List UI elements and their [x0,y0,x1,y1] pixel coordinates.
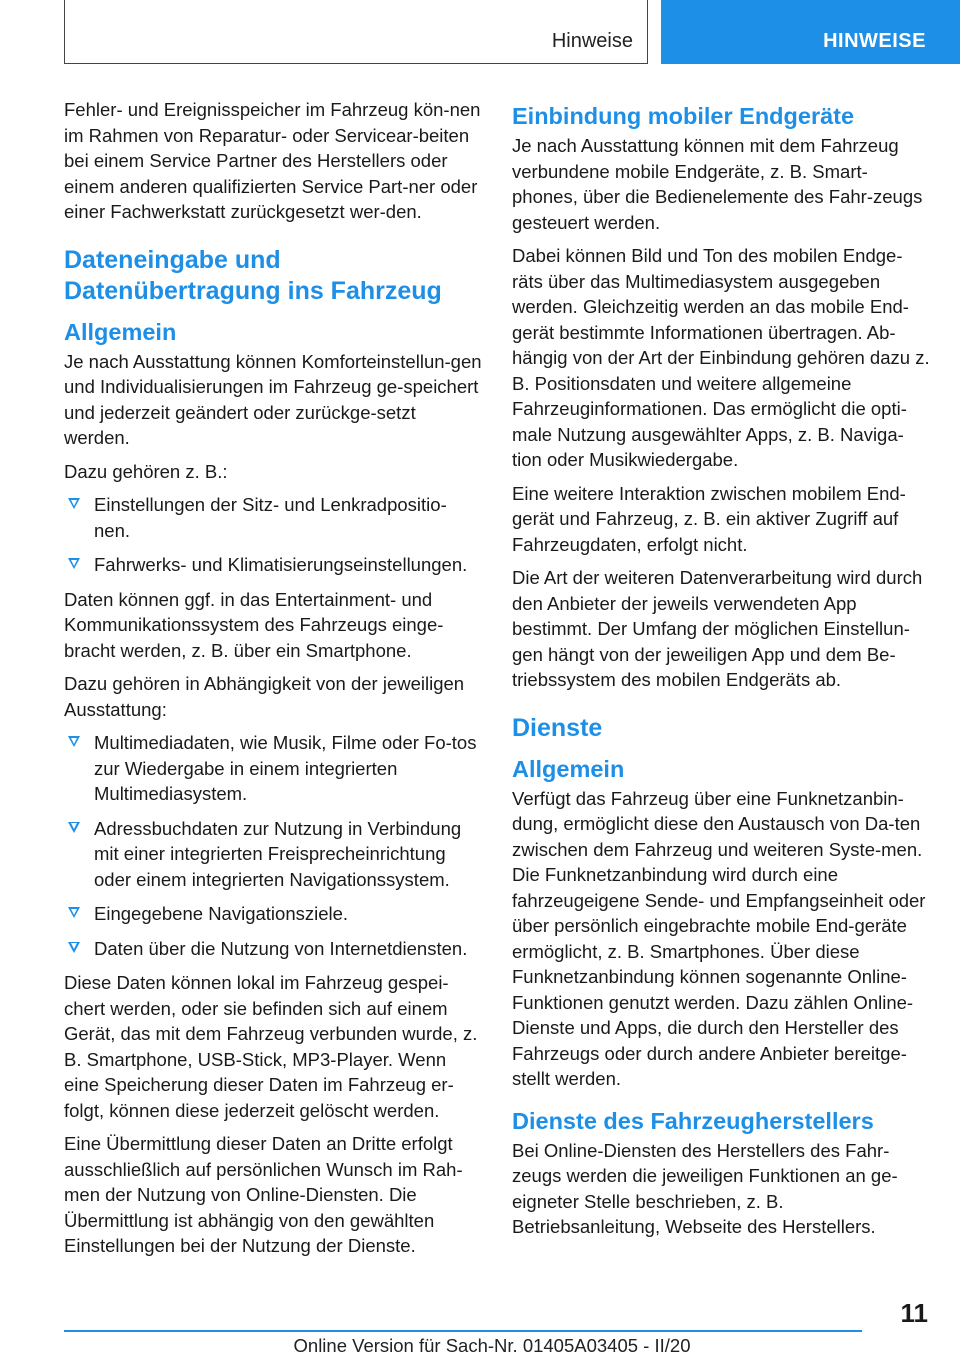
triangle-bullet-icon [68,558,80,569]
page-number: 11 [900,1298,928,1328]
paragraph: Daten können ggf. in das Entertainment- und Kommunikationssystem des Fahrzeugs einge-bracht werden, z. B. über ein Smartphone. [64,588,444,661]
list-item: Daten über die Nutzung von Internetdiensten. [64,936,482,962]
bullet-list [64,492,482,578]
left-column [64,97,482,1267]
header-section-title: Hinweise [551,30,633,52]
list-item: Einstellungen der Sitz- und Lenkradpositio-nen. [64,492,482,543]
bullet-list [64,730,482,961]
heading-dienste: Dienste [512,713,603,742]
triangle-bullet-icon [68,907,80,918]
heading-allgemein: Allgemein [512,755,625,782]
paragraph: Je nach Ausstattung können Komforteinstellun-gen und Individualisierungen im Fahrzeug ge-speichert und jederzeit geändert oder zurückge-setzt werden. [64,350,482,448]
paragraph: Diese Daten können lokal im Fahrzeug gespei-chert werden, oder sie befinden sich auf einem Gerät, das mit dem Fahrzeug verbunden wurde, z. B. Smartphone, USB-Stick, MP3-Player. Wenn eine Speicherung dieser Daten im Fahrzeug er-folgt, können diese jederzeit gelöscht werden. [64,972,478,1121]
list-item: Adressbuchdaten zur Nutzung in Verbindung mit einer integrierten Freisprecheinrichtung oder einem integrierten Navigationssystem. [64,816,482,893]
list-item: Fahrwerks- und Klimatisierungseinstellungen. [64,552,482,578]
list-item: Eingegebene Navigationsziele. [64,901,482,927]
right-column [512,97,930,1248]
header-chapter-tab [661,0,960,64]
paragraph: Verfügt das Fahrzeug über eine Funknetzanbin-dung, ermöglicht diese den Austausch von Da-ten zwischen dem Fahrzeug und weiteren Syste-men. Die Funknetzanbindung wird durch eine fahrzeugeigene Sende- und Empfangseinheit oder über persönlich eingebrachte mobile End-geräte ermöglicht, z. B. Smartphones. Über diese Funknetzanbindung können sogenannte Online-Funktionen genutzt werden. Dazu zählen Online-Dienste und Apps, die durch den Hersteller des Fahrzeugs oder durch andere Anbieter bereitge-stellt werden. [512,787,926,1089]
heading-einbindung: Einbindung mobiler Endgeräte [512,103,855,129]
paragraph: Dazu gehören in Abhängigkeit von der jeweiligen Ausstattung: [64,673,465,720]
footer-version: Online Version für Sach-Nr. 01405A03405 - II/20 [293,1335,691,1356]
heading-dienste-hersteller: Dienste des Fahrzeugherstellers [512,1107,874,1134]
paragraph: Bei Online-Diensten des Herstellers des Fahr-zeugs werden die jeweiligen Funktionen an ge-eigneter Stelle beschrieben, z. B. Betriebsanleitung, Webseite des Herstellers. [512,1139,898,1237]
paragraph: Eine weitere Interaktion zwischen mobilem End-gerät und Fahrzeug, z. B. ein aktiver Zugriff auf Fahrzeugdaten, erfolgt nicht. [512,482,906,555]
paragraph: Die Art der weiteren Datenverarbeitung wird durch den Anbieter der jeweils verwendeten App bestimmt. Der Umfang der möglichen Einstellun-gen hängt von der jeweiligen App und dem Be-triebssystem des mobilen Endgeräts ab. [512,567,923,690]
triangle-bullet-icon [68,822,80,833]
paragraph: Eine Übermittlung dieser Daten an Dritte erfolgt ausschließlich auf persönlichen Wunsch im Rah-men der Nutzung von Online-Diensten. Die Übermittlung ist abhängig von den gewählten Einstellungen bei der Nutzung der Dienste. [64,1133,463,1256]
heading-allgemein: Allgemein [64,318,177,345]
footer-divider [64,1330,862,1332]
paragraph: Dazu gehören z. B.: [64,460,228,482]
paragraph: Je nach Ausstattung können mit dem Fahrzeug verbundene mobile Endgeräte, z. B. Smart-phones, über die Bedienelemente des Fahr-zeugs gesteuert werden. [512,135,923,233]
header-section-box [64,0,648,64]
paragraph: Fehler- und Ereignisspeicher im Fahrzeug kön-nen im Rahmen von Reparatur- oder Servicear-beiten bei einem Service Partner des Herstellers oder einem anderen qualifizierten Service Part-ner oder einer Fachwerkstatt zurückgesetzt wer-den. [64,99,481,222]
list-item: Multimediadaten, wie Musik, Filme oder Fo-tos zur Wiedergabe in einem integrierten Multimediasystem. [64,730,482,807]
triangle-bullet-icon [68,942,80,953]
paragraph: Dabei können Bild und Ton des mobilen Endge-räts über das Multimediasystem ausgegeben werden. Gleichzeitig werden an das mobile End-gerät bestimmte Informationen übertragen. Ab-hängig von der Art der Einbindung gehören dazu z. B. Positionsdaten und weitere allgemeine Fahrzeuginformationen. Das ermöglicht die opti-male Nutzung ausgewählter Apps, z. B. Naviga-tion oder Musikwiedergabe. [512,245,930,470]
heading-dateneingabe: Dateneingabe und Datenübertragung ins Fahrzeug [64,245,442,305]
header-chapter-title: HINWEISE [823,30,926,52]
triangle-bullet-icon [68,498,80,509]
triangle-bullet-icon [68,736,80,747]
